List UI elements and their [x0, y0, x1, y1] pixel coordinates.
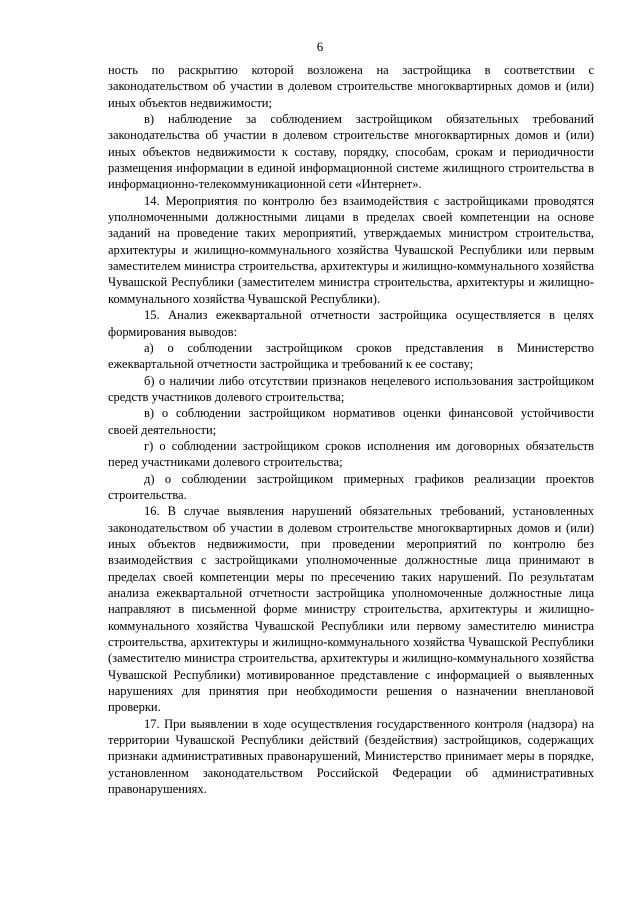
- paragraph-17: 17. При выявлении в ходе осуществления государственного контроля (надзора) на территории Чувашской Республики действий (бездействия) застройщиков, содержащих признаки административных правонарушений, Министерство принимает меры в порядке, установленном законодательством Российской Федерации об административных правонарушениях.: [108, 716, 594, 797]
- paragraph-item-v-monitoring: в) наблюдение за соблюдением застройщиком обязательных требований законодательства об участии в долевом строительстве многоквартирных домов и (или) иных объектов недвижимости к составу, порядку, способам, срокам и периодичности размещения информации в единой информационной системе жилищного строительства в информационно-телекоммуникационной сети «Интернет».: [108, 112, 594, 192]
- paragraph-continuation: ность по раскрытию которой возложена на застройщика в соответствии с законодательством об участии в долевом строительстве многоквартирных домов и (или) иных объектов недвижимости;: [108, 63, 594, 110]
- paragraph-15-item-a: а) о соблюдении застройщиком сроков представления в Министерство ежеквартальной отчетности застройщика и требований к ее составу;: [108, 340, 594, 372]
- paragraph-14: 14. Мероприятия по контролю без взаимодействия с застройщиками проводятся уполномоченными должностными лицами в пределах своей компетенции на основе заданий на проведение таких мероприятий, утверждаемых министром строительства, архитектуры и жилищно-коммунального хозяйства Чувашской Республики или первым заместителем министра строительства, архитектуры и жилищно-коммунального хозяйства Чувашской Республики (заместителем министра строительства, архитектуры и жилищно-коммунального хозяйства Чувашской Республики).: [108, 193, 594, 306]
- paragraph-16: 16. В случае выявления нарушений обязательных требований, установленных законодательством об участии в долевом строительстве многоквартирных домов и (или) иных объектов недвижимости, при проведении мероприятий по контролю без взаимодействия с застройщиками уполномоченные должностные лица принимают в пределах своей компетенции меры по пресечению таких нарушений. По результатам анализа ежеквартальной отчетности застройщика уполномоченные должностные лица направляют в письменной форме министру строительства, архитектуры и жилищно-коммунального хозяйства Чувашской Республики или первому заместителю министра строительства, архитектуры и жилищно-коммунального хозяйства Чувашской Республики (заместителю министра строительства, архитектуры и жилищно-коммунального хозяйства Чувашской Республики) мотивированное представление с информацией о выявленных нарушениях для принятия при необходимости решения о назначении внеплановой проверки.: [108, 504, 594, 715]
- paragraph-15-item-g: г) о соблюдении застройщиком сроков исполнения им договорных обязательств перед участниками долевого строительства;: [108, 438, 594, 470]
- paragraph-15-item-d: д) о соблюдении застройщиком примерных графиков реализации проектов строительства.: [108, 471, 594, 502]
- paragraph-15: 15. Анализ ежеквартальной отчетности застройщика осуществляется в целях формирования выводов:: [108, 308, 594, 339]
- document-body: [108, 62, 594, 797]
- page-number: 6: [316, 39, 324, 54]
- paragraph-15-item-v: в) о соблюдении застройщиком нормативов оценки финансовой устойчивости своей деятельности;: [108, 406, 594, 437]
- paragraph-15-item-b: б) о наличии либо отсутствии признаков нецелевого использования застройщиком средств участников долевого строительства;: [108, 373, 594, 404]
